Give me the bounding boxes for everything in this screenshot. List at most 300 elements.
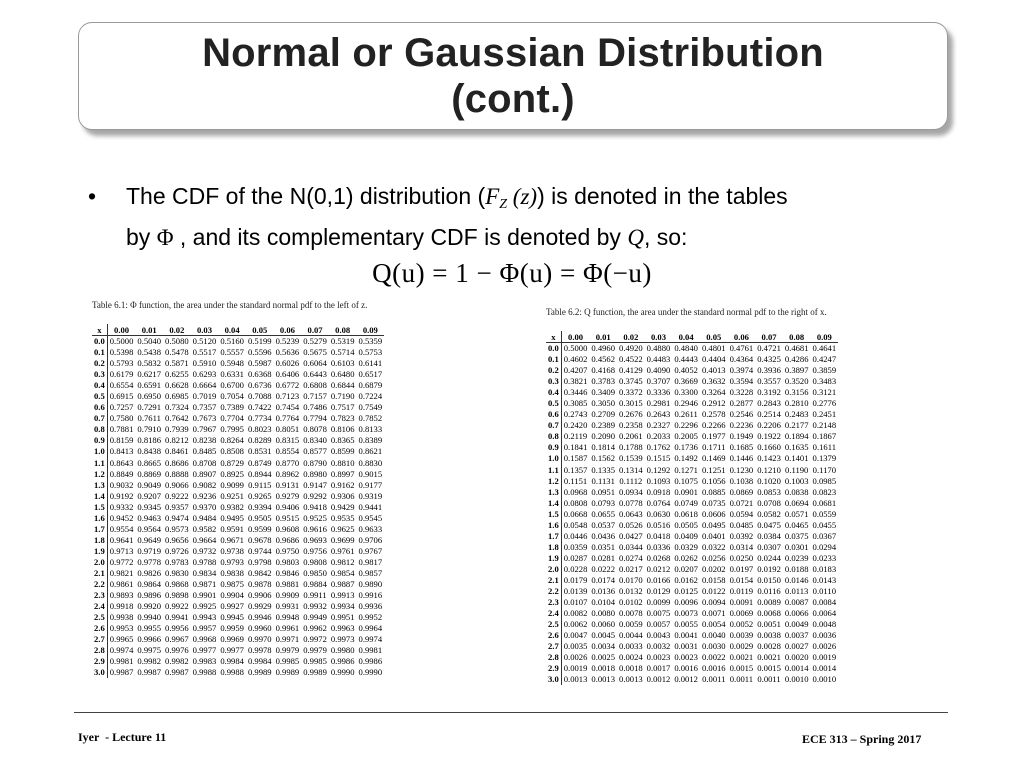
table-cell: 0.9861: [109, 579, 134, 590]
table-cell: 0.1977: [701, 431, 726, 442]
table-cell: 0.1251: [701, 464, 726, 475]
table-cell: 0.0015: [757, 663, 781, 674]
table-cell: 0.9474: [165, 512, 189, 523]
row-x-value: 1.5: [546, 509, 561, 520]
table-cell: 0.5910: [192, 358, 217, 369]
table-cell: 0.9812: [330, 556, 355, 567]
table-cell: 0.0217: [619, 563, 643, 574]
table-cell: 0.8413: [109, 446, 134, 457]
table-cell: 0.9875: [220, 579, 244, 590]
table-cell: 0.9962: [303, 623, 327, 634]
footer-divider: [74, 712, 948, 713]
table-row: [92, 424, 384, 435]
row-x-value: 1.1: [546, 465, 561, 476]
table-cell: 0.8531: [247, 446, 272, 457]
table-cell: 0.9842: [247, 568, 272, 578]
table-cell: 0.7764: [275, 413, 300, 424]
table-cell: 0.0071: [701, 608, 726, 619]
table-cell: 0.0179: [563, 575, 588, 585]
table-cell: 0.9830: [165, 568, 189, 578]
table-cell: 0.0294: [812, 541, 837, 552]
table-cell: 0.7190: [330, 391, 355, 402]
table-cell: 0.0934: [619, 486, 643, 497]
table-cell: 0.9783: [165, 556, 189, 567]
table-cell: 0.1539: [619, 453, 643, 464]
table-cell: 0.0344: [619, 541, 643, 552]
row-x-value: 2.3: [92, 590, 107, 601]
q-table: [546, 331, 838, 685]
table-cell: 0.9986: [358, 656, 383, 667]
left-table-column-header: 0.02: [163, 324, 191, 336]
table-cell: 0.1401: [784, 453, 809, 464]
table-cell: 0.9987: [109, 667, 134, 678]
table-cell: 0.1685: [729, 442, 754, 453]
table-cell: 0.7642: [165, 413, 189, 424]
table-cell: 0.9236: [192, 490, 217, 501]
table-cell: 0.0287: [563, 552, 588, 563]
row-x-value: 1.6: [546, 520, 561, 531]
table-cell: 0.1788: [619, 442, 643, 453]
table-cell: 0.9967: [165, 634, 189, 645]
table-cell: 0.6179: [109, 369, 134, 380]
table-cell: 0.9974: [109, 645, 134, 656]
table-cell: 0.2946: [674, 398, 698, 409]
table-cell: 0.8790: [303, 457, 327, 468]
table-cell: 0.1170: [812, 464, 836, 475]
table-cell: 0.0075: [646, 608, 671, 619]
row-x-value: 2.4: [92, 601, 107, 612]
table-cell: 0.6628: [165, 380, 189, 391]
table-cell: 0.0044: [619, 630, 643, 641]
table-cell: 0.6879: [358, 380, 383, 391]
left-table-column-header: 0.04: [218, 324, 246, 336]
table-cell: 0.1469: [701, 453, 726, 464]
table-cell: 0.9292: [303, 490, 327, 501]
table-cell: 0.4721: [757, 343, 781, 354]
table-cell: 0.0183: [812, 563, 837, 574]
table-cell: 0.0017: [646, 663, 671, 674]
table-cell: 0.8051: [275, 424, 300, 435]
table-cell: 0.0143: [812, 575, 837, 585]
table-cell: 0.0212: [646, 563, 671, 574]
table-cell: 0.0021: [757, 652, 781, 663]
table-cell: 0.0495: [701, 519, 726, 530]
table-cell: 0.9345: [137, 501, 162, 512]
table-cell: 0.9418: [303, 501, 327, 512]
footer-course-label: ECE 313 – Spring 2017: [802, 732, 922, 746]
table-cell: 0.9864: [137, 579, 162, 590]
table-row: [92, 557, 384, 568]
table-cell: 0.0222: [591, 563, 616, 574]
table-row: [546, 476, 838, 487]
row-x-value: 1.2: [546, 476, 561, 487]
table-cell: 0.9932: [303, 601, 327, 612]
table-row: [546, 520, 838, 531]
table-cell: 0.9940: [137, 612, 162, 623]
table-cell: 0.9961: [275, 623, 300, 634]
table-cell: 0.9591: [220, 523, 244, 534]
row-x-value: 1.0: [92, 446, 107, 457]
table-row: [92, 667, 384, 678]
table-cell: 0.0132: [619, 586, 643, 597]
table-cell: 0.1611: [812, 442, 836, 453]
table-cell: 0.0125: [674, 586, 698, 597]
right-table-column-header: 0.01: [589, 331, 617, 343]
table-cell: 0.8621: [358, 446, 383, 457]
table-cell: 0.0014: [812, 663, 837, 674]
left-table-column-header: 0.08: [329, 324, 357, 336]
table-cell: 0.9946: [247, 612, 272, 623]
table-cell: 0.8238: [192, 435, 217, 446]
table-cell: 0.0027: [784, 641, 809, 652]
table-cell: 0.0051: [757, 619, 781, 630]
table-cell: 0.9564: [137, 523, 162, 534]
table-cell: 0.2296: [674, 420, 698, 431]
table-row: [546, 652, 838, 663]
table-cell: 0.2033: [646, 431, 671, 442]
table-row: [546, 509, 838, 520]
table-cell: 0.4522: [619, 354, 643, 365]
table-cell: 0.1379: [812, 453, 837, 464]
row-x-value: 0.4: [546, 387, 561, 398]
table-cell: 0.8962: [275, 468, 300, 479]
table-cell: 0.5987: [247, 358, 272, 369]
table-cell: 0.6844: [330, 380, 355, 391]
table-cell: 0.1949: [729, 431, 754, 442]
table-cell: 0.0096: [674, 597, 698, 608]
table-cell: 0.9686: [275, 534, 300, 545]
table-cell: 0.9678: [247, 534, 272, 545]
row-x-value: 2.3: [546, 597, 561, 608]
table-cell: 0.7995: [220, 424, 244, 435]
table-cell: 0.0793: [591, 497, 616, 508]
table-cell: 0.6985: [165, 391, 189, 402]
table-cell: 0.9936: [358, 601, 383, 612]
table-cell: 0.8315: [275, 435, 300, 446]
table-cell: 0.9750: [275, 545, 300, 556]
table-cell: 0.0122: [701, 586, 726, 597]
row-x-value: 0.8: [92, 424, 107, 435]
table-cell: 0.4013: [701, 365, 726, 376]
table-cell: 0.0166: [646, 575, 671, 585]
table-cell: 0.8944: [247, 468, 272, 479]
table-cell: 0.0901: [674, 486, 698, 497]
bullet-icon: •: [88, 183, 97, 209]
table-cell: 0.9982: [137, 656, 162, 667]
table-row: [92, 645, 384, 656]
table-cell: 0.8186: [137, 435, 162, 446]
table-cell: 0.8485: [192, 446, 217, 457]
left-table-column-header: 0.06: [274, 324, 302, 336]
table-cell: 0.9884: [303, 579, 327, 590]
table-cell: 0.8643: [109, 457, 134, 468]
phi-table-body: [92, 336, 384, 679]
row-x-value: 0.1: [92, 347, 107, 358]
table-cell: 0.1357: [563, 464, 588, 475]
table-cell: 0.0778: [619, 497, 643, 508]
table-cell: 0.7257: [109, 402, 134, 413]
table-cell: 0.5080: [165, 336, 189, 347]
table-cell: 0.0853: [757, 486, 781, 497]
row-x-value: 1.6: [92, 513, 107, 524]
table-cell: 0.0359: [563, 541, 588, 552]
table-cell: 0.9525: [303, 512, 327, 523]
table-row: [92, 601, 384, 612]
row-x-value: 0.2: [546, 365, 561, 376]
table-cell: 0.5636: [275, 347, 300, 358]
table-cell: 0.0094: [701, 597, 726, 608]
table-cell: 0.0188: [784, 563, 809, 574]
table-cell: 0.0028: [757, 641, 781, 652]
table-cell: 0.1515: [646, 453, 671, 464]
row-x-value: 0.9: [546, 442, 561, 453]
table-cell: 0.9515: [275, 512, 300, 523]
table-cell: 0.7794: [303, 413, 327, 424]
table-cell: 0.9778: [137, 556, 162, 567]
table-cell: 0.5160: [220, 336, 244, 347]
table-cell: 0.9803: [275, 556, 300, 567]
table-cell: 0.9573: [165, 523, 189, 534]
table-cell: 0.9929: [247, 601, 272, 612]
table-cell: 0.9545: [358, 512, 383, 523]
table-cell: 0.4168: [591, 365, 616, 376]
table-cell: 0.9983: [192, 656, 217, 667]
table-cell: 0.6406: [275, 369, 300, 380]
table-cell: 0.0202: [701, 563, 726, 574]
table-cell: 0.0033: [619, 641, 643, 652]
table-cell: 0.0694: [784, 497, 809, 508]
row-x-value: 1.3: [546, 487, 561, 498]
table-cell: 0.8340: [303, 435, 327, 446]
right-table-column-header: 0.03: [645, 331, 673, 343]
table-cell: 0.6772: [275, 380, 300, 391]
row-x-value: 0.0: [546, 343, 561, 355]
table-cell: 0.3821: [563, 376, 588, 387]
row-x-value: 1.4: [546, 498, 561, 509]
table-row: [546, 531, 838, 542]
row-x-value: 2.9: [92, 656, 107, 667]
table-cell: 0.0068: [757, 608, 781, 619]
table-cell: 0.1056: [701, 475, 726, 486]
table-cell: 0.6064: [303, 358, 327, 369]
table-cell: 0.9943: [192, 612, 217, 623]
table-cell: 0.0192: [757, 563, 781, 574]
row-x-value: 2.5: [92, 612, 107, 623]
table-cell: 0.9429: [330, 501, 355, 512]
table-cell: 0.3936: [757, 365, 781, 376]
table-cell: 0.5596: [247, 347, 272, 358]
table-cell: 0.0045: [591, 630, 616, 641]
table-cell: 0.4602: [563, 354, 588, 365]
table-row: [546, 542, 838, 553]
table-cell: 0.9934: [330, 601, 355, 612]
table-cell: 0.9922: [165, 601, 189, 612]
table-cell: 0.9147: [303, 479, 327, 490]
row-x-value: 2.5: [546, 619, 561, 630]
table-cell: 0.8461: [165, 446, 189, 457]
table-cell: 0.0011: [729, 674, 754, 685]
table-cell: 0.6517: [358, 369, 383, 380]
table-cell: 0.9945: [220, 612, 244, 623]
table-cell: 0.3085: [563, 398, 588, 409]
table-cell: 0.9808: [303, 556, 327, 567]
table-cell: 0.1492: [674, 453, 698, 464]
table-cell: 0.9909: [275, 590, 300, 601]
table-cell: 0.9406: [275, 501, 300, 512]
table-cell: 0.0048: [812, 619, 837, 630]
table-cell: 0.3192: [757, 387, 781, 398]
table-cell: 0.0268: [646, 552, 671, 563]
table-cell: 0.9306: [330, 490, 355, 501]
q-table-body: [546, 343, 838, 686]
table-cell: 0.7673: [192, 413, 217, 424]
q-table-section: [546, 307, 838, 685]
table-cell: 0.7881: [109, 424, 134, 435]
table-cell: 0.9971: [275, 634, 300, 645]
table-cell: 0.2177: [784, 420, 809, 431]
table-cell: 0.0655: [591, 508, 616, 519]
table-cell: 0.0384: [757, 530, 781, 541]
row-x-value: 3.0: [92, 667, 107, 678]
table-cell: 0.9582: [192, 523, 217, 534]
table-cell: 0.9772: [109, 556, 134, 567]
table-cell: 0.9066: [165, 479, 189, 490]
table-cell: 0.5359: [358, 336, 383, 347]
bullet-text-part-4: , and its complementary CDF is denoted by: [173, 224, 628, 250]
table-cell: 0.2451: [812, 409, 837, 420]
phi-table: [92, 324, 384, 678]
table-cell: 0.8686: [165, 457, 189, 468]
table-cell: 0.2061: [619, 431, 643, 442]
table-row: [92, 656, 384, 667]
table-cell: 0.0681: [812, 497, 837, 508]
table-cell: 0.9938: [109, 612, 134, 623]
table-cell: 0.1762: [646, 442, 671, 453]
table-cell: 0.0418: [646, 530, 671, 541]
table-cell: 0.0351: [591, 541, 616, 552]
table-cell: 0.9988: [220, 667, 244, 678]
row-x-value: 0.1: [546, 354, 561, 365]
table-cell: 0.0036: [812, 630, 837, 641]
table-cell: 0.8212: [165, 435, 189, 446]
table-cell: 0.0026: [812, 641, 837, 652]
table-cell: 0.9713: [109, 545, 134, 556]
table-cell: 0.0207: [674, 563, 698, 574]
table-cell: 0.3372: [619, 387, 643, 398]
table-cell: 0.0154: [729, 575, 754, 585]
table-cell: 0.0606: [701, 508, 726, 519]
table-cell: 0.9192: [109, 490, 134, 501]
table-cell: 0.9452: [109, 512, 134, 523]
table-cell: 0.0011: [702, 674, 726, 685]
table-cell: 0.9099: [220, 479, 244, 490]
row-x-value: 1.4: [92, 491, 107, 502]
table-cell: 0.1446: [729, 453, 754, 464]
table-cell: 0.2266: [701, 420, 726, 431]
table-cell: 0.1894: [784, 431, 809, 442]
table-cell: 0.9761: [330, 545, 355, 556]
table-cell: 0.9826: [137, 568, 162, 578]
row-x-value: 1.1: [92, 458, 107, 469]
table-cell: 0.0427: [619, 530, 643, 541]
table-cell: 0.8599: [330, 446, 355, 457]
table-cell: 0.2005: [674, 431, 698, 442]
table-cell: 0.9953: [109, 623, 134, 634]
table-cell: 0.9505: [247, 512, 272, 523]
cdf-subscript: Z: [499, 197, 508, 212]
table-cell: 0.4443: [674, 354, 698, 365]
footer-lecture-label: Iyer - Lecture 11: [78, 730, 167, 744]
table-cell: 0.7324: [165, 402, 189, 413]
table-cell: 0.9978: [247, 645, 272, 656]
table-cell: 0.0228: [563, 563, 588, 574]
table-cell: 0.0150: [757, 575, 781, 585]
table-cell: 0.8770: [275, 457, 300, 468]
table-cell: 0.0015: [729, 663, 754, 674]
table-cell: 0.9732: [192, 545, 217, 556]
table-cell: 0.9706: [358, 534, 383, 545]
table-cell: 0.3707: [646, 376, 671, 387]
table-cell: 0.0091: [729, 597, 754, 608]
table-cell: 0.4960: [591, 343, 616, 354]
table-cell: 0.4129: [619, 365, 643, 376]
table-cell: 0.4286: [784, 354, 809, 365]
table-cell: 0.9599: [247, 523, 272, 534]
table-row: [546, 487, 838, 498]
table-cell: 0.0084: [812, 597, 837, 608]
table-cell: 0.9319: [358, 490, 383, 501]
table-cell: 0.0559: [812, 508, 837, 519]
table-cell: 0.3336: [646, 387, 671, 398]
table-cell: 0.9904: [220, 590, 244, 601]
table-cell: 0.7291: [137, 402, 162, 413]
table-row: [92, 590, 384, 601]
table-cell: 0.9854: [330, 568, 355, 578]
table-cell: 0.0038: [757, 630, 781, 641]
table-row: [546, 420, 838, 431]
table-cell: 0.2206: [757, 420, 781, 431]
table-row: [92, 413, 384, 424]
table-cell: 0.0162: [674, 575, 698, 585]
table-cell: 0.0465: [784, 519, 809, 530]
table-cell: 0.0307: [757, 541, 781, 552]
table-cell: 0.0010: [784, 674, 809, 685]
table-cell: 0.9986: [330, 656, 355, 667]
table-cell: 0.1635: [784, 442, 809, 453]
table-cell: 0.9974: [358, 634, 383, 645]
table-row: [546, 619, 838, 630]
table-cell: 0.0082: [563, 608, 588, 619]
right-table-column-header: x: [546, 331, 561, 343]
table-cell: 0.9868: [165, 579, 189, 590]
table-cell: 0.0985: [812, 475, 837, 486]
table-row: [92, 480, 384, 491]
table-cell: 0.8289: [247, 435, 272, 446]
table-cell: 0.9788: [192, 556, 217, 567]
row-x-value: 0.6: [92, 402, 107, 413]
table-cell: 0.9049: [137, 479, 162, 490]
table-cell: 0.8907: [192, 468, 217, 479]
table-cell: 0.9664: [192, 534, 217, 545]
table-cell: 0.9881: [275, 579, 300, 590]
table-cell: 0.8925: [220, 468, 244, 479]
table-cell: 0.9963: [330, 623, 355, 634]
table-cell: 0.1922: [757, 431, 781, 442]
bullet-text-part-3: by: [126, 224, 157, 250]
table-cell: 0.9699: [330, 534, 355, 545]
table-cell: 0.4840: [674, 343, 698, 354]
table-cell: 0.0031: [674, 641, 698, 652]
